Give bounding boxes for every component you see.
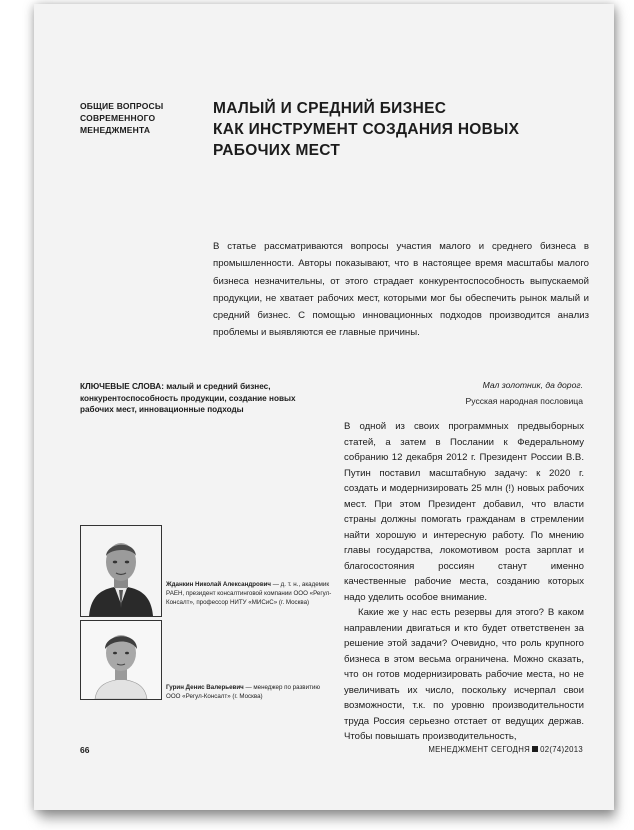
author-photo-zhdankin xyxy=(80,525,162,617)
author-info: — д. т. н., академик РАЕН, президент консалтинговой компании ООО «Регул-Консалт», профессор НИТУ «МИСиС» (г. Москва) xyxy=(166,581,332,606)
author-name: Гурин Денис Валерьевич xyxy=(166,684,244,691)
body-paragraph: В одной из своих программных предвыборных статей, а затем в Послании к Федеральному собранию 12 декабря 2012 г. Президент России В.В. Путин поставил масштабную задачу: к 2020 г. создать и модернизировать 25 млн (!) новых рабочих мест. При этом Президент добавил, что власти страны должны помогать гражданам в стремлении найти хорошую и интересную работу. По мнению главы государства, локомотивом роста зарплат и благосостояния россиян станут именно качественные рабочие места, созданию которых надо уделить особое внимание. xyxy=(344,421,584,603)
author-bio-gurin xyxy=(166,683,336,701)
journal-name: МЕНЕДЖМЕНТ СЕГОДНЯ xyxy=(428,745,531,754)
article-body xyxy=(344,419,584,745)
abstract: В статье рассматриваются вопросы участия малого и среднего бизнеса в промышленности. Авторы показывают, что в настоящее время масштабы малого бизнеса незначительны, от этого страдает конкурентоспособность выпускаемой продукции, не хватает рабочих мест, которыми мог бы обеспечить рынок малый и средний бизнес. С помощью инновационных подходов производится анализ проблемы и выявляются ее главные причины. xyxy=(213,241,589,339)
journal-issue: 02(74)2013 xyxy=(540,745,583,754)
title-line: КАК ИНСТРУМЕНТ СОЗДАНИЯ НОВЫХ xyxy=(213,121,520,138)
keywords-label: КЛЮЧЕВЫЕ СЛОВА: xyxy=(80,382,164,391)
title-line: РАБОЧИХ МЕСТ xyxy=(213,142,341,159)
author-name: Жданкин Николай Александрович xyxy=(166,581,272,588)
section-label-line: СОВРЕМЕННОГО xyxy=(80,113,156,123)
section-label xyxy=(80,100,180,136)
journal-footer xyxy=(428,745,583,754)
author-bio-zhdankin xyxy=(166,580,336,607)
page-number: 66 xyxy=(80,745,90,755)
epigraph-source: Русская народная пословица xyxy=(465,396,583,406)
article-title xyxy=(213,98,553,161)
epigraph-quote: Мал золотник, да дорог. xyxy=(482,380,583,390)
keywords xyxy=(80,381,325,416)
body-paragraph: Какие же у нас есть резервы для этого? В каком направлении двигаться и кто будет ответственен за решение этой задачи? Очевидно, что роль крупного бизнеса в этом весьма ограничена. Можно сказать, что он готов модернизировать рабочие места, но не увеличивать их число, поскольку исчерпал свои возможности, т.к. по уровню производительности труда Россия серьезно отстает от ведущих держав. Чтобы повышать производительность, xyxy=(344,607,584,742)
author-info: — менеджер по развитию ООО «Регул-Консалт» (г. Москва) xyxy=(166,684,320,700)
section-label-line: ОБЩИЕ ВОПРОСЫ xyxy=(80,101,164,111)
keywords-text: малый и средний бизнес, конкурентоспособность продукции, создание новых рабочих мест, инновационные подходы xyxy=(80,382,296,414)
square-separator-icon xyxy=(532,746,538,752)
author-photo-gurin xyxy=(80,620,162,700)
section-label-line: МЕНЕДЖМЕНТА xyxy=(80,125,151,135)
title-line: МАЛЫЙ И СРЕДНИЙ БИЗНЕС xyxy=(213,100,447,117)
